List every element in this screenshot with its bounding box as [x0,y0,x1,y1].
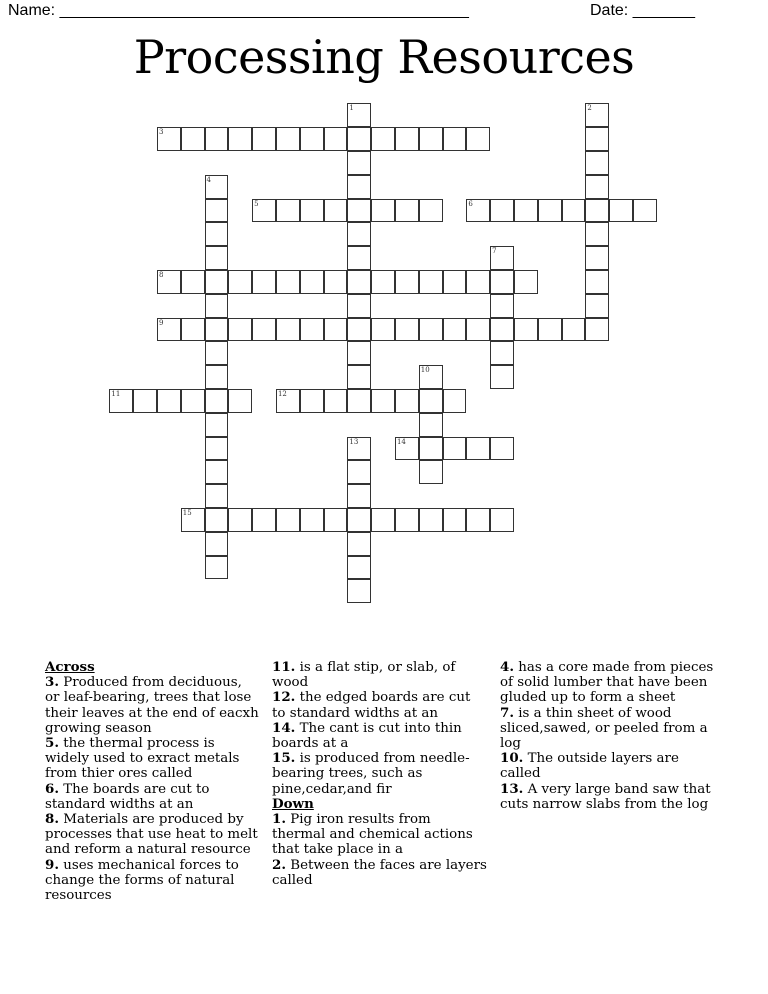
cell-number: 12 [277,389,287,398]
cell-number: 8 [158,270,164,279]
grid-cell[interactable] [276,389,300,413]
grid-cell[interactable] [514,270,538,294]
across-heading: Across [45,659,95,675]
grid-cell[interactable] [205,413,229,437]
grid-cell[interactable] [300,508,324,532]
clues-column-1 [45,660,260,903]
clue-number: 8. [45,811,59,828]
grid-cell[interactable] [585,294,609,318]
grid-cell[interactable] [181,389,205,413]
grid-cell[interactable] [205,294,229,318]
grid-cell[interactable] [205,437,229,461]
grid-cell[interactable] [371,127,395,151]
name-field: Name: ______________________________________________ [8,2,469,19]
clue-text: Between the faces are layers called [272,857,487,888]
clue [500,706,715,752]
grid-cell[interactable] [300,127,324,151]
grid-cell[interactable] [181,318,205,342]
grid-cell[interactable] [585,151,609,175]
grid-cell[interactable] [157,127,181,151]
grid-cell[interactable] [395,127,419,151]
clue-text: The cant is cut into thin boards at a [272,720,462,752]
grid-cell[interactable] [347,199,371,223]
grid-cell[interactable] [252,318,276,342]
clues-column-2 [272,660,487,888]
grid-cell[interactable] [443,127,467,151]
clue [45,675,260,736]
grid-cell[interactable] [300,199,324,223]
grid-cell[interactable] [585,318,609,342]
grid-cell[interactable] [395,508,419,532]
grid-cell[interactable] [276,127,300,151]
cell-number: 3 [158,128,164,137]
grid-cell[interactable] [205,175,229,199]
grid-cell[interactable] [466,127,490,151]
grid-cell[interactable] [276,318,300,342]
clue-text: has a core made from pieces of solid lumber that have been gluded up to form a sheet [500,660,714,706]
grid-cell[interactable] [585,222,609,246]
grid-cell[interactable] [347,508,371,532]
grid-cell[interactable] [585,175,609,199]
clue-number: 9. [45,856,59,873]
grid-cell[interactable] [490,508,514,532]
grid-cell[interactable] [490,199,514,223]
grid-cell[interactable] [443,270,467,294]
clue-number: 11. [272,659,296,675]
grid-cell[interactable] [371,318,395,342]
grid-cell[interactable] [538,199,562,223]
grid-cell[interactable] [633,199,657,223]
clue [272,660,487,690]
grid-cell[interactable] [228,508,252,532]
grid-cell[interactable] [419,318,443,342]
grid-cell[interactable] [181,127,205,151]
grid-cell[interactable] [324,270,348,294]
cell-number: 10 [420,366,430,375]
grid-cell[interactable] [347,127,371,151]
clue-text: the thermal process is widely used to exract metals from thier ores called [45,736,240,782]
grid-cell[interactable] [443,389,467,413]
clue-number: 10. [500,750,524,767]
clue [45,858,260,904]
cell-number: 14 [396,437,406,446]
clue [272,812,487,858]
grid-cell[interactable] [133,389,157,413]
clue-text: is a thin sheet of wood sliced,sawed, or peeled from a log [500,705,708,752]
grid-cell[interactable] [324,318,348,342]
grid-cell[interactable] [419,127,443,151]
grid-cell[interactable] [205,556,229,580]
grid-cell[interactable] [324,389,348,413]
grid-cell[interactable] [252,270,276,294]
grid-cell[interactable] [466,318,490,342]
grid-cell[interactable] [205,389,229,413]
grid-cell[interactable] [490,365,514,389]
grid-cell[interactable] [228,389,252,413]
grid-cell[interactable] [228,127,252,151]
grid-cell[interactable] [205,127,229,151]
grid-cell[interactable] [181,270,205,294]
cell-number: 9 [158,318,164,327]
date-field: Date: _______ [590,2,695,19]
grid-cell[interactable] [395,437,419,461]
clue [500,782,715,812]
grid-cell[interactable] [347,294,371,318]
grid-cell[interactable] [324,199,348,223]
clue-text: is a flat stip, or slab, of wood [272,660,456,691]
grid-cell[interactable] [347,556,371,580]
grid-cell[interactable] [490,341,514,365]
grid-cell[interactable] [347,484,371,508]
grid-cell[interactable] [324,127,348,151]
grid-cell[interactable] [371,199,395,223]
grid-cell[interactable] [347,389,371,413]
grid-cell[interactable] [347,151,371,175]
grid-cell[interactable] [347,579,371,603]
grid-cell[interactable] [252,199,276,223]
grid-cell[interactable] [347,318,371,342]
clue [45,782,260,812]
clue-text: the edged boards are cut to standard widths at an [272,690,471,721]
grid-cell[interactable] [585,127,609,151]
grid-cell[interactable] [490,270,514,294]
clue [45,812,260,858]
grid-cell[interactable] [466,508,490,532]
grid-cell[interactable] [490,318,514,342]
grid-cell[interactable] [609,199,633,223]
grid-cell[interactable] [585,103,609,127]
grid-cell[interactable] [347,437,371,461]
grid-cell[interactable] [347,222,371,246]
grid-cell[interactable] [347,365,371,389]
clue-text: Produced from deciduous, or leaf-bearing, trees that lose their leaves at the end of eacxh growing season [45,675,259,736]
clue [272,721,487,751]
grid-cell[interactable] [157,270,181,294]
clue-text: A very large band saw that cuts narrow slabs from the log [500,781,711,812]
grid-cell[interactable] [205,246,229,270]
grid-cell[interactable] [205,199,229,223]
clue [272,858,487,888]
grid-cell[interactable] [514,318,538,342]
grid-cell[interactable] [205,318,229,342]
clue-text: The boards are cut to standard widths at an [45,781,210,812]
grid-cell[interactable] [419,365,443,389]
clue-number: 5. [45,735,59,752]
grid-cell[interactable] [395,270,419,294]
grid-cell[interactable] [157,389,181,413]
grid-cell[interactable] [419,199,443,223]
grid-cell[interactable] [347,532,371,556]
grid-cell[interactable] [371,508,395,532]
clue-number: 3. [45,674,59,691]
cell-number: 13 [349,437,359,446]
grid-cell[interactable] [419,460,443,484]
grid-cell[interactable] [205,460,229,484]
clue-number: 13. [500,780,524,797]
grid-cell[interactable] [466,199,490,223]
grid-cell[interactable] [347,460,371,484]
clue-text: Materials are produced by processes that use heat to melt and reform a natural resource [45,812,258,858]
grid-cell[interactable] [276,270,300,294]
grid-cell[interactable] [109,389,133,413]
grid-cell[interactable] [466,437,490,461]
grid-cell[interactable] [300,318,324,342]
grid-cell[interactable] [538,318,562,342]
grid-cell[interactable] [419,389,443,413]
grid-cell[interactable] [347,103,371,127]
grid-cell[interactable] [347,270,371,294]
grid-cell[interactable] [371,270,395,294]
cell-number: 4 [206,175,212,184]
page-title: Processing Resources [133,30,635,84]
clue-number: 14. [272,719,296,736]
cell-number: 11 [111,389,121,398]
grid-cell[interactable] [490,437,514,461]
grid-cell[interactable] [419,437,443,461]
clue [500,660,715,706]
cell-number: 15 [182,508,192,517]
grid-cell[interactable] [585,199,609,223]
clue-number: 6. [45,780,59,797]
grid-cell[interactable] [490,246,514,270]
clue-text: is produced from needle-bearing trees, such as pine,cedar,and fir [272,751,470,797]
grid-cell[interactable] [585,246,609,270]
clues-column-3 [500,660,715,812]
grid-cell[interactable] [300,270,324,294]
grid-cell[interactable] [443,437,467,461]
clue-number: 7. [500,704,514,721]
grid-cell[interactable] [371,389,395,413]
grid-cell[interactable] [443,318,467,342]
grid-cell[interactable] [562,199,586,223]
grid-cell[interactable] [205,365,229,389]
grid-cell[interactable] [252,508,276,532]
grid-cell[interactable] [585,270,609,294]
grid-cell[interactable] [181,508,205,532]
grid-cell[interactable] [514,199,538,223]
grid-cell[interactable] [205,341,229,365]
grid-cell[interactable] [228,270,252,294]
grid-cell[interactable] [324,508,348,532]
clue-text: uses mechanical forces to change the forms of natural resources [45,857,239,904]
grid-cell[interactable] [443,508,467,532]
grid-cell[interactable] [562,318,586,342]
grid-cell[interactable] [466,270,490,294]
grid-cell[interactable] [205,508,229,532]
cell-number: 6 [468,199,473,208]
clue-number: 4. [500,659,514,675]
grid-cell[interactable] [276,199,300,223]
cell-number: 5 [254,199,259,208]
grid-cell[interactable] [347,246,371,270]
clue [45,736,260,782]
grid-cell[interactable] [205,270,229,294]
grid-cell[interactable] [395,389,419,413]
grid-cell[interactable] [205,532,229,556]
grid-cell[interactable] [205,484,229,508]
clue [500,751,715,781]
grid-cell[interactable] [419,270,443,294]
grid-cell[interactable] [395,199,419,223]
grid-cell[interactable] [347,175,371,199]
down-heading: Down [272,795,314,812]
clue-number: 12. [272,689,296,706]
grid-cell[interactable] [419,508,443,532]
grid-cell[interactable] [157,318,181,342]
cell-number: 1 [349,104,354,113]
grid-cell[interactable] [205,222,229,246]
clue-number: 15. [272,750,296,767]
grid-cell[interactable] [490,294,514,318]
clue-text: The outside layers are called [500,751,679,782]
clue-number: 1. [272,811,286,828]
clue [272,751,487,797]
cell-number: 2 [587,104,592,113]
grid-cell[interactable] [228,318,252,342]
grid-cell[interactable] [395,318,419,342]
grid-cell[interactable] [347,341,371,365]
clue [272,690,487,720]
cell-number: 7 [492,247,497,256]
grid-cell[interactable] [419,413,443,437]
grid-cell[interactable] [300,389,324,413]
clue-number: 2. [272,856,286,873]
grid-cell[interactable] [252,127,276,151]
clue-text: Pig iron results from thermal and chemical actions that take place in a [272,812,473,858]
grid-cell[interactable] [276,508,300,532]
